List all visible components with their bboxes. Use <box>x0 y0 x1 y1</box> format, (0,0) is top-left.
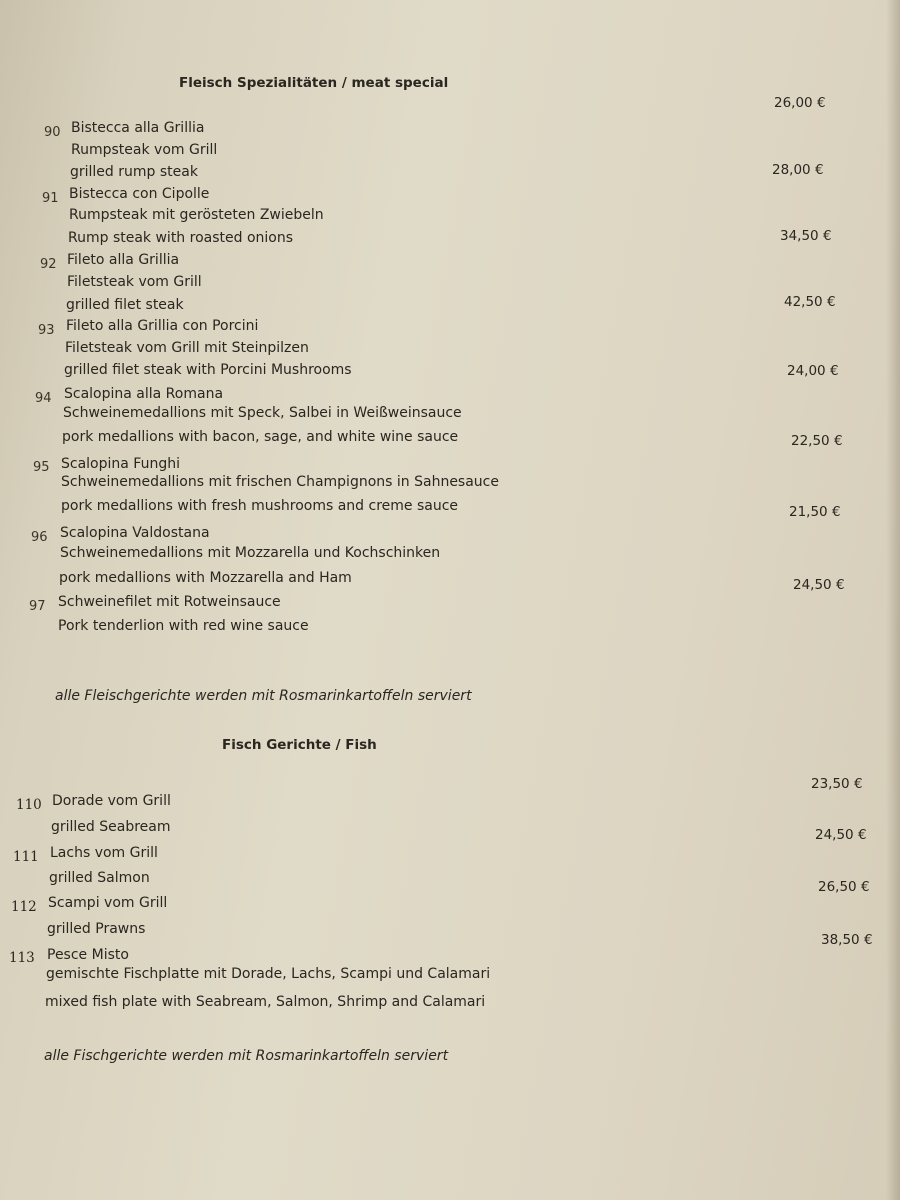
fish-note: alle Fischgerichte werden mit Rosmarinkartoffeln serviert <box>44 1048 449 1064</box>
item-number: 93 <box>38 323 55 338</box>
meat-heading: Fleisch Spezialitäten / meat special <box>179 75 449 91</box>
fish-heading: Fisch Gerichte / Fish <box>222 737 377 753</box>
item-english: grilled Salmon <box>49 870 150 886</box>
meat-note: alle Fleischgerichte werden mit Rosmarinkartoffeln serviert <box>55 688 472 704</box>
item-german: Filetsteak vom Grill <box>67 274 202 290</box>
item-number: 95 <box>33 460 50 475</box>
item-number: 91 <box>42 191 59 206</box>
item-name: Dorade vom Grill <box>52 793 171 809</box>
price-94: 24,00 € <box>787 363 839 379</box>
item-german: Pork tenderlion with red wine sauce <box>58 618 309 634</box>
item-name: Scalopina alla Romana <box>64 386 224 402</box>
item-number: 113 <box>9 950 35 966</box>
item-number: 97 <box>29 599 46 614</box>
price-112: 26,50 € <box>818 879 870 895</box>
item-name: Scalopina Valdostana <box>60 525 210 541</box>
item-name: Schweinefilet mit Rotweinsauce <box>58 594 281 610</box>
price-110: 23,50 € <box>811 776 863 792</box>
item-german: Rumpsteak vom Grill <box>71 142 218 158</box>
item-english: grilled Prawns <box>47 921 146 937</box>
price-95: 22,50 € <box>791 433 843 449</box>
item-german: gemischte Fischplatte mit Dorade, Lachs, Scampi und Calamari <box>46 966 491 982</box>
price-93: 42,50 € <box>784 294 836 310</box>
item-german: Filetsteak vom Grill mit Steinpilzen <box>65 340 309 356</box>
item-english: pork medallions with bacon, sage, and white wine sauce <box>62 429 459 445</box>
price-92: 34,50 € <box>780 228 832 244</box>
price-97: 24,50 € <box>793 577 845 593</box>
item-english: grilled rump steak <box>70 164 198 180</box>
item-english: Rump steak with roasted onions <box>68 230 294 246</box>
price-96: 21,50 € <box>789 504 841 520</box>
item-name: Scalopina Funghi <box>61 456 180 472</box>
item-name: Scampi vom Grill <box>48 895 168 911</box>
item-english: pork medallions with Mozzarella and Ham <box>59 570 352 586</box>
price-91: 28,00 € <box>772 162 824 178</box>
price-111: 24,50 € <box>815 827 867 843</box>
page-edge <box>886 0 900 1200</box>
item-number: 94 <box>35 391 52 406</box>
price-90: 26,00 € <box>774 95 826 111</box>
item-number: 112 <box>11 899 37 915</box>
item-english: grilled Seabream <box>51 819 171 835</box>
item-german: Schweinemedallions mit Mozzarella und Kochschinken <box>60 545 441 561</box>
item-number: 96 <box>31 530 48 545</box>
item-german: Schweinemedallions mit frischen Champignons in Sahnesauce <box>61 474 499 490</box>
item-german: Schweinemedallions mit Speck, Salbei in Weißweinsauce <box>63 405 462 421</box>
item-number: 111 <box>13 849 39 865</box>
item-english: grilled filet steak <box>66 297 184 313</box>
item-name: Lachs vom Grill <box>50 845 158 861</box>
item-name: Bistecca alla Grillia <box>71 120 205 136</box>
item-number: 92 <box>40 257 57 272</box>
item-name: Bistecca con Cipolle <box>69 186 210 202</box>
item-english: pork medallions with fresh mushrooms and creme sauce <box>61 498 459 514</box>
item-name: Fileto alla Grillia <box>67 252 180 268</box>
item-name: Fileto alla Grillia con Porcini <box>66 318 259 334</box>
price-113: 38,50 € <box>821 932 873 948</box>
item-number: 110 <box>16 797 42 813</box>
item-number: 90 <box>44 125 61 140</box>
item-name: Pesce Misto <box>47 947 129 963</box>
item-english: mixed fish plate with Seabream, Salmon, Shrimp and Calamari <box>45 994 486 1010</box>
item-english: grilled filet steak with Porcini Mushrooms <box>64 362 352 378</box>
item-german: Rumpsteak mit gerösteten Zwiebeln <box>69 207 324 223</box>
